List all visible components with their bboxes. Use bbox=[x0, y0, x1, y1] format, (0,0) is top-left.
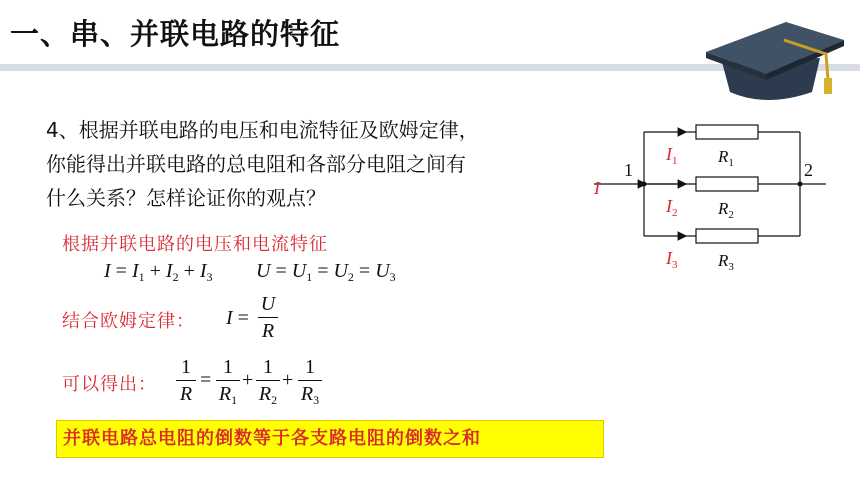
answer-line-voltage-current: 根据并联电路的电压和电流特征 bbox=[62, 234, 328, 255]
conclusion-highlight: 并联电路总电阻的倒数等于各支路电阻的倒数之和 bbox=[56, 420, 604, 458]
total-fraction: 1 R bbox=[176, 355, 196, 406]
branch-current-label: $I_1$ bbox=[666, 144, 678, 167]
current-equation: $I = I_1 + I_2 + I_3$ bbox=[104, 260, 213, 284]
resistor-r2 bbox=[696, 177, 758, 191]
result-label: 可以得出： bbox=[62, 374, 157, 395]
graduation-cap-icon bbox=[700, 18, 850, 106]
page-title: 一、串、并联电路的特征 bbox=[10, 17, 341, 51]
resistor-label: $R_1$ bbox=[718, 147, 734, 169]
fraction-r3: 1 $R_3$ bbox=[298, 355, 322, 406]
parallel-circuit-diagram bbox=[590, 118, 830, 278]
question-line: 你能得出并联电路的总电阻和各部分电阻之间有 bbox=[46, 152, 466, 176]
node-label-2: 2 bbox=[804, 160, 813, 180]
voltage-equation: $U = U_1 = U_2 = U_3$ bbox=[256, 260, 396, 284]
resistor-r1 bbox=[696, 125, 758, 139]
junction-node-1 bbox=[642, 182, 647, 187]
branch-current-label: $I_3$ bbox=[666, 248, 678, 271]
resistor-label: $R_2$ bbox=[718, 199, 734, 221]
fraction-r1: 1 $R_1$ bbox=[216, 355, 240, 406]
ohms-law-label: 结合欧姆定律： bbox=[62, 311, 195, 332]
question-line: 什么关系？怎样论证你的观点？ bbox=[46, 186, 326, 210]
junction-node-2 bbox=[798, 182, 803, 187]
ohms-law-lhs: I = bbox=[226, 307, 249, 329]
plus-sign: + bbox=[282, 369, 294, 391]
total-current-label: I bbox=[594, 178, 600, 198]
equals-sign: = bbox=[200, 369, 212, 391]
node-label-1: 1 bbox=[624, 160, 633, 180]
resistor-label: $R_3$ bbox=[718, 251, 734, 273]
ohms-law-fraction: U R bbox=[258, 292, 278, 343]
question-text bbox=[46, 113, 566, 215]
resistor-r3 bbox=[696, 229, 758, 243]
plus-sign: + bbox=[242, 369, 254, 391]
question-line: 4、根据并联电路的电压和电流特征及欧姆定律， bbox=[46, 118, 479, 142]
fraction-r2: 1 $R_2$ bbox=[256, 355, 280, 406]
branch-current-label: $I_2$ bbox=[666, 196, 678, 219]
